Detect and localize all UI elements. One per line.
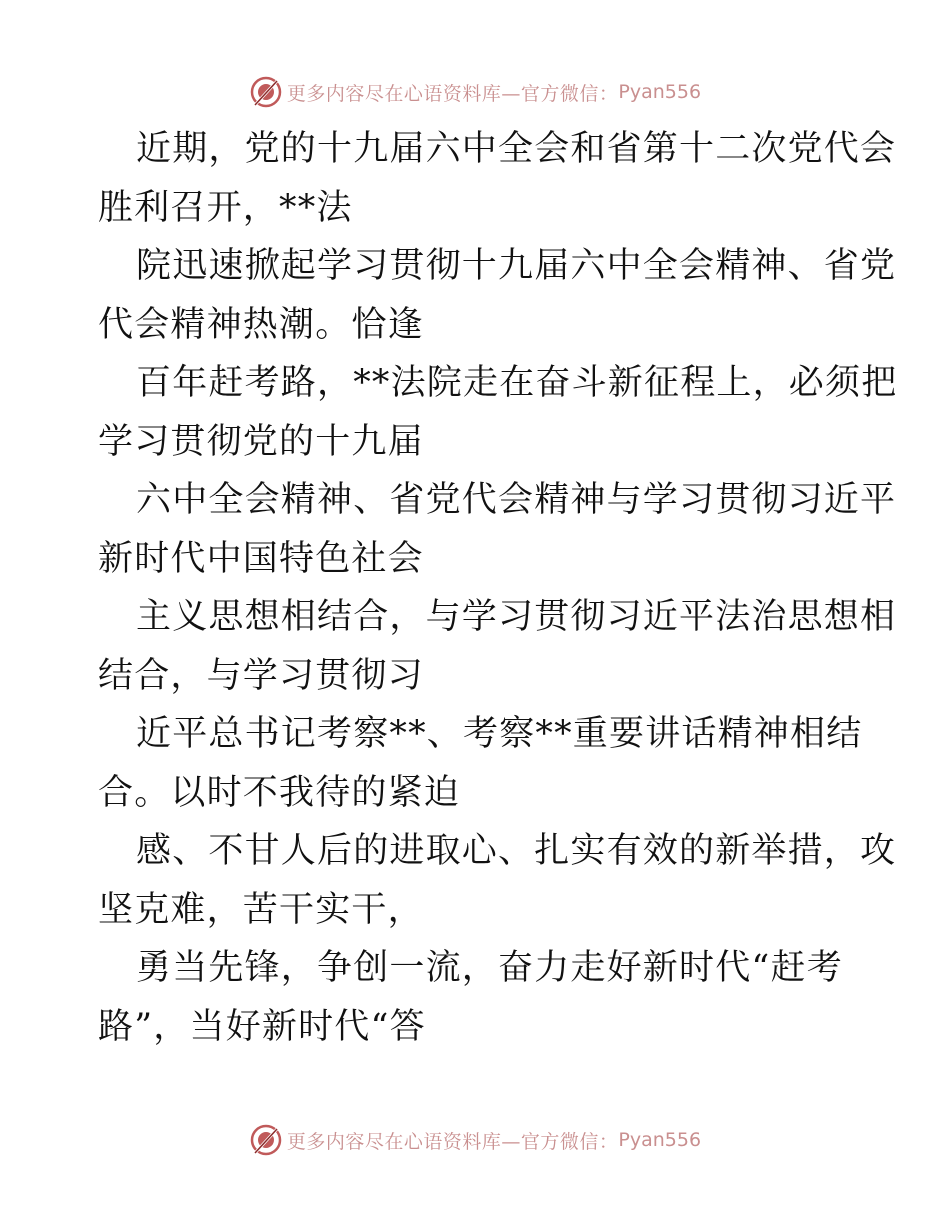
paragraph-line: 勇当先锋，争创一流，奋力走好新时代“赶考 [136,948,843,988]
footer-watermark [0,1120,950,1160]
watermark-wechat-id: Pyan556 [618,81,702,103]
watermark-text: 更多内容尽在心语资料库—官方微信： [286,82,619,105]
paragraph [98,939,858,1056]
paragraph-line: 代会精神热潮。恰逢 [98,304,424,345]
watermark-text: 更多内容尽在心语资料库—官方微信： [286,1130,619,1153]
paragraph-line: 主义思想相结合，与学习贯彻习近平法治思想相 [136,597,897,637]
paragraph-line: 坚克难，苦干实干， [98,889,424,930]
paragraph-line: 六中全会精神、省党代会精神与学习贯彻习近平 [136,480,897,520]
watermark-wechat-id: Pyan556 [618,1129,702,1151]
paragraph-line: 结合，与学习贯彻习 [98,655,424,696]
paragraph-line: 学习贯彻党的十九届 [98,421,424,462]
paragraph-line: 路”，当好新时代“答 [98,1006,426,1047]
paragraph [98,588,897,705]
paragraph [98,120,897,237]
paragraph-line: 新时代中国特色社会 [98,538,424,579]
paragraph-line: 近期，党的十九届六中全会和省第十二次党代会 [136,129,897,169]
paragraph [98,237,897,354]
paragraph-line: 胜利召开，**法 [98,187,353,228]
document-body [98,120,898,1056]
header-watermark [0,72,950,112]
paragraph [98,705,863,822]
paragraph-line: 近平总书记考察**、考察**重要讲话精神相结 [136,714,863,754]
paragraph [98,354,898,471]
paragraph-line: 百年赶考路，**法院走在奋斗新征程上，必须把 [136,363,898,403]
paragraph-line: 感、不甘人后的进取心、扎实有效的新举措，攻 [136,831,897,871]
pen-logo-icon [249,75,283,109]
paragraph-line: 合。以时不我待的紧迫 [98,772,461,813]
pen-logo-icon [249,1123,283,1157]
paragraph [98,471,897,588]
paragraph-line: 院迅速掀起学习贯彻十九届六中全会精神、省党 [136,246,897,286]
paragraph [98,822,897,939]
